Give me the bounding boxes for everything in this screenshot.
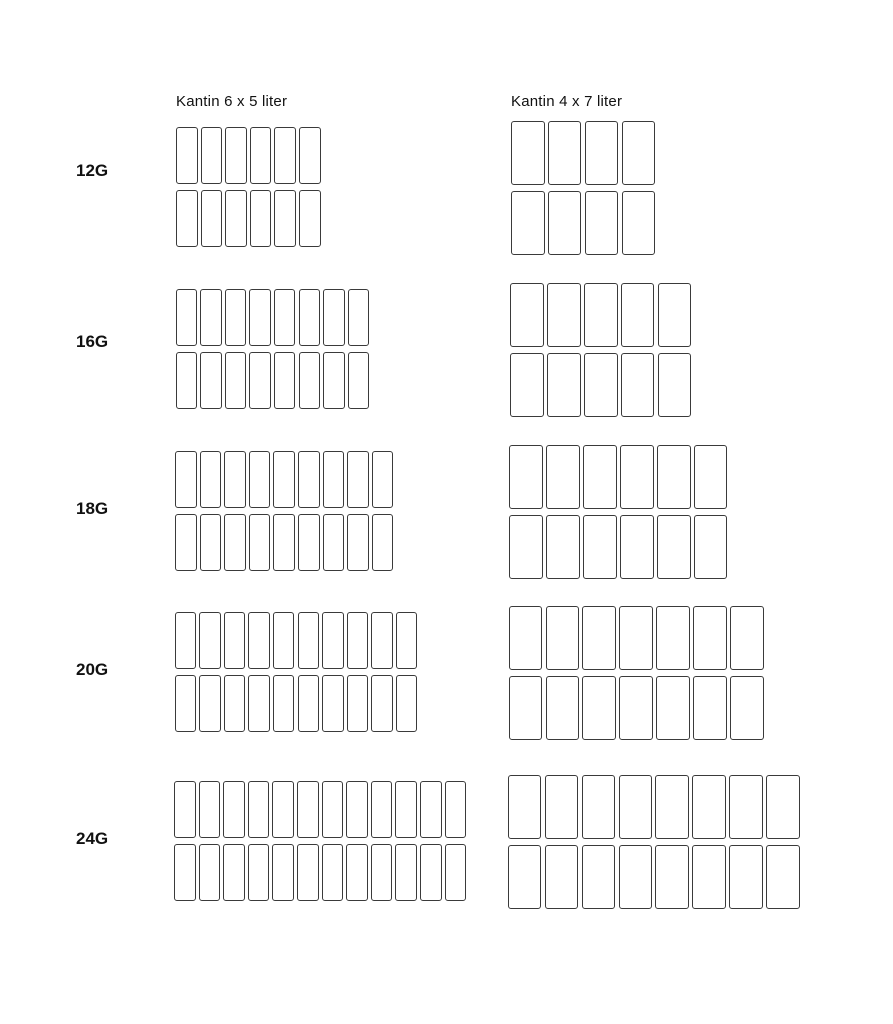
canister-5l — [200, 451, 222, 508]
canister-7l — [622, 121, 656, 185]
row-label: 16G — [76, 332, 109, 351]
canister-5l — [249, 289, 271, 346]
canister-5l — [249, 451, 271, 508]
canister-7l — [620, 445, 654, 509]
canister-5l — [396, 675, 418, 732]
canister-5l — [322, 781, 344, 838]
canister-5l — [200, 289, 222, 346]
canister-7l — [582, 775, 616, 839]
canister-5l — [223, 844, 245, 901]
canister-7l — [546, 606, 580, 670]
canister-5l — [298, 514, 320, 571]
canister-7l — [585, 191, 619, 255]
canister-5l — [174, 781, 196, 838]
canister-7l — [548, 191, 582, 255]
canister-7l — [655, 775, 689, 839]
canister-7l — [657, 445, 691, 509]
canister-5l — [248, 844, 270, 901]
canister-7l — [621, 353, 655, 417]
canister-5l — [199, 612, 221, 669]
canister-7l — [692, 775, 726, 839]
canister-5l — [323, 352, 345, 409]
canister-5l — [274, 127, 296, 184]
canister-5l — [346, 844, 368, 901]
canister-5l — [371, 781, 393, 838]
canister-7l — [511, 191, 545, 255]
canister-5l — [199, 675, 221, 732]
canister-5l — [248, 675, 270, 732]
canister-5l — [395, 844, 417, 901]
canister-5l — [249, 514, 271, 571]
canister-7l — [656, 676, 690, 740]
canister-7l — [730, 676, 764, 740]
row-label: 18G — [76, 499, 109, 518]
canister-5l — [371, 844, 393, 901]
canister-5l — [346, 781, 368, 838]
canister-5l — [445, 844, 467, 901]
canister-5l — [248, 612, 270, 669]
canister-5l — [323, 451, 345, 508]
canister-7l — [548, 121, 582, 185]
canister-5l — [175, 675, 197, 732]
canister-5l — [176, 352, 198, 409]
canister-5l — [420, 844, 442, 901]
canister-5l — [420, 781, 442, 838]
canister-7l — [509, 515, 543, 579]
canister-5l — [273, 612, 295, 669]
canister-5l — [299, 127, 321, 184]
canister-5l — [322, 844, 344, 901]
canister-5l — [176, 190, 198, 247]
canister-7l — [584, 283, 618, 347]
canister-7l — [619, 845, 653, 909]
canister-7l — [694, 445, 728, 509]
canister-7l — [619, 775, 653, 839]
canister-7l — [658, 353, 692, 417]
canister-5l — [175, 612, 197, 669]
canister-5l — [371, 675, 393, 732]
canister-5l — [249, 352, 271, 409]
canister-5l — [175, 451, 197, 508]
canister-7l — [656, 606, 690, 670]
canister-5l — [445, 781, 467, 838]
canister-7l — [509, 445, 543, 509]
canister-7l — [619, 676, 653, 740]
canister-7l — [692, 845, 726, 909]
canister-7l — [510, 283, 544, 347]
canister-5l — [298, 451, 320, 508]
column-header-6x5: Kantin 6 x 5 liter — [176, 93, 288, 110]
canister-7l — [545, 845, 579, 909]
canister-5l — [272, 781, 294, 838]
row-label: 24G — [76, 829, 109, 848]
canister-5l — [174, 844, 196, 901]
canister-7l — [658, 283, 692, 347]
canister-7l — [729, 775, 763, 839]
canister-5l — [199, 844, 221, 901]
canister-5l — [396, 612, 418, 669]
canister-5l — [272, 844, 294, 901]
canister-7l — [509, 606, 543, 670]
canister-7l — [621, 283, 655, 347]
canister-7l — [619, 606, 653, 670]
canister-7l — [694, 515, 728, 579]
canister-5l — [323, 514, 345, 571]
canister-5l — [273, 675, 295, 732]
canister-5l — [250, 190, 272, 247]
canister-7l — [622, 191, 656, 255]
canister-7l — [583, 515, 617, 579]
canister-5l — [273, 514, 295, 571]
canister-5l — [348, 352, 370, 409]
canister-5l — [225, 127, 247, 184]
canister-7l — [508, 775, 542, 839]
canister-7l — [584, 353, 618, 417]
canister-5l — [224, 451, 246, 508]
canister-7l — [547, 353, 581, 417]
canister-5l — [224, 514, 246, 571]
canister-5l — [323, 289, 345, 346]
canister-5l — [200, 514, 222, 571]
canister-7l — [585, 121, 619, 185]
canister-7l — [509, 676, 543, 740]
canister-5l — [273, 451, 295, 508]
canister-5l — [274, 352, 296, 409]
canister-5l — [175, 514, 197, 571]
canister-5l — [201, 190, 223, 247]
canister-5l — [298, 612, 320, 669]
canister-5l — [200, 352, 222, 409]
canister-5l — [347, 675, 369, 732]
canister-5l — [199, 781, 221, 838]
canister-7l — [582, 845, 616, 909]
canister-5l — [225, 352, 247, 409]
canister-5l — [225, 289, 247, 346]
canister-5l — [348, 289, 370, 346]
canister-7l — [766, 845, 800, 909]
canister-5l — [347, 451, 369, 508]
canister-5l — [224, 675, 246, 732]
canister-5l — [299, 190, 321, 247]
canister-7l — [546, 445, 580, 509]
canister-7l — [620, 515, 654, 579]
canister-7l — [545, 775, 579, 839]
canister-5l — [298, 675, 320, 732]
canister-5l — [347, 514, 369, 571]
row-label: 20G — [76, 660, 109, 679]
canister-5l — [372, 514, 394, 571]
row-label: 12G — [76, 161, 109, 180]
canister-5l — [274, 190, 296, 247]
column-header-4x7: Kantin 4 x 7 liter — [511, 93, 623, 110]
canister-7l — [730, 606, 764, 670]
canister-5l — [225, 190, 247, 247]
canister-7l — [511, 121, 545, 185]
canister-5l — [274, 289, 296, 346]
canister-5l — [299, 352, 321, 409]
canister-7l — [766, 775, 800, 839]
canister-7l — [693, 676, 727, 740]
canister-5l — [176, 289, 198, 346]
canister-7l — [729, 845, 763, 909]
canister-5l — [223, 781, 245, 838]
canister-5l — [322, 675, 344, 732]
canister-5l — [201, 127, 223, 184]
canister-7l — [582, 676, 616, 740]
canister-7l — [583, 445, 617, 509]
canister-7l — [546, 515, 580, 579]
canister-5l — [176, 127, 198, 184]
canister-5l — [224, 612, 246, 669]
canister-5l — [299, 289, 321, 346]
canister-5l — [297, 781, 319, 838]
canister-5l — [250, 127, 272, 184]
canister-5l — [372, 451, 394, 508]
canister-5l — [297, 844, 319, 901]
canister-7l — [655, 845, 689, 909]
canister-5l — [347, 612, 369, 669]
canister-7l — [546, 676, 580, 740]
canister-7l — [510, 353, 544, 417]
canister-7l — [582, 606, 616, 670]
canister-5l — [371, 612, 393, 669]
canister-5l — [322, 612, 344, 669]
canister-7l — [657, 515, 691, 579]
canister-7l — [693, 606, 727, 670]
canister-5l — [395, 781, 417, 838]
canister-5l — [248, 781, 270, 838]
canister-7l — [547, 283, 581, 347]
canister-7l — [508, 845, 542, 909]
